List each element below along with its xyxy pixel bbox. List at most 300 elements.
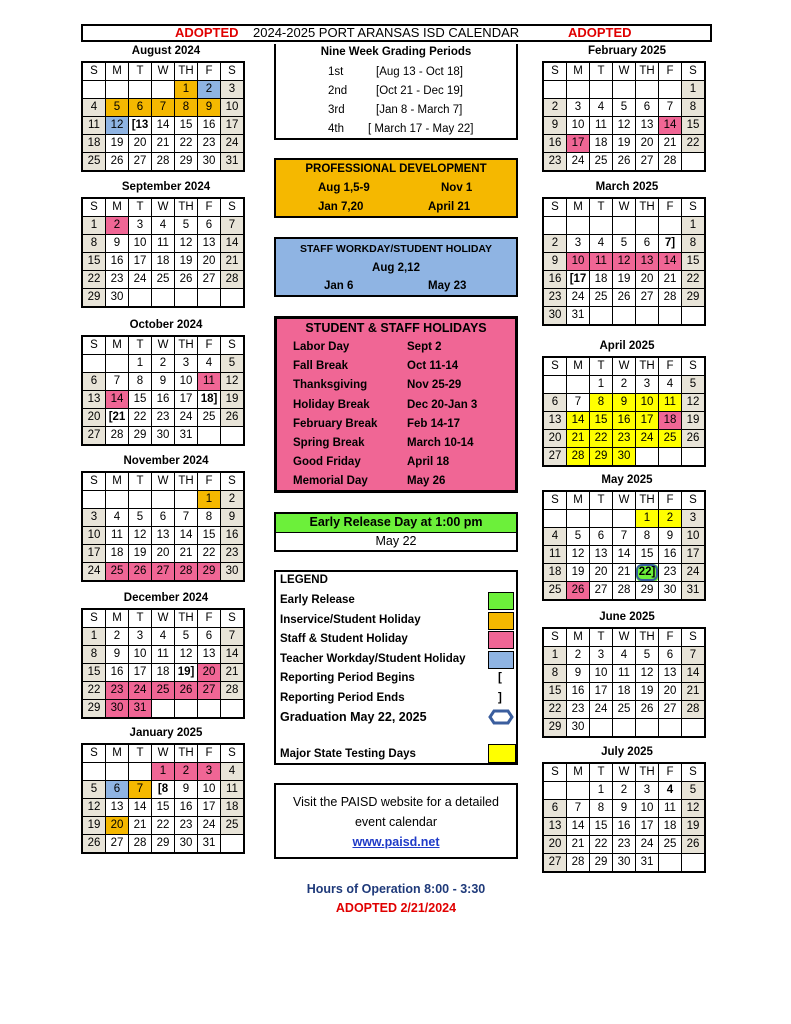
calendar-dec — [81, 608, 245, 719]
day-cell: 26 — [613, 289, 636, 307]
calendar-nov — [81, 471, 245, 582]
day-cell: 24 — [590, 701, 613, 719]
day-cell: [13 — [129, 117, 152, 135]
day-cell: 9 — [567, 665, 590, 683]
day-cell: 10 — [175, 373, 198, 391]
day-cell: 4 — [590, 235, 613, 253]
weekday-header: TH — [175, 609, 198, 628]
weekday-header: S — [82, 609, 106, 628]
weekday-header: S — [682, 357, 706, 376]
holiday-date: Nov 25-29 — [407, 379, 462, 392]
day-cell: 22 — [129, 409, 152, 427]
day-cell: 10 — [567, 253, 590, 271]
empty-day-cell — [106, 491, 129, 509]
calendar-oct — [81, 335, 245, 446]
day-cell: 6 — [636, 235, 659, 253]
day-cell: 4 — [82, 99, 106, 117]
weekday-header: S — [221, 62, 245, 81]
day-cell: 17 — [221, 117, 245, 135]
day-cell: 14 — [221, 646, 245, 664]
day-cell: 27 — [106, 835, 129, 854]
weekday-header: W — [152, 62, 175, 81]
day-cell: 4 — [152, 217, 175, 235]
day-cell: 19 — [613, 271, 636, 289]
day-cell: [21 — [106, 409, 129, 427]
weekday-header: M — [567, 763, 590, 782]
day-cell: 11 — [82, 117, 106, 135]
day-cell: 28 — [106, 427, 129, 446]
grading-label-2: 2nd — [328, 85, 348, 97]
weekday-header: T — [129, 336, 152, 355]
day-cell: 23 — [106, 682, 129, 700]
day-cell: 23 — [152, 409, 175, 427]
day-cell: 27 — [198, 682, 221, 700]
day-cell: 18 — [659, 412, 682, 430]
day-cell: 28 — [659, 289, 682, 307]
weekday-header: M — [567, 62, 590, 81]
day-cell: 17 — [636, 818, 659, 836]
prof-dev-date-2: Nov 1 — [441, 182, 473, 194]
month-title-may: May 2025 — [601, 474, 653, 486]
day-cell: 14 — [221, 235, 245, 253]
day-cell: 19 — [682, 818, 706, 836]
empty-day-cell — [636, 448, 659, 467]
day-cell: 9 — [152, 373, 175, 391]
day-cell: 31 — [129, 700, 152, 719]
weekday-header: T — [590, 628, 613, 647]
weekday-header: T — [590, 198, 613, 217]
legend-symbol: ] — [498, 691, 502, 704]
day-cell: 16 — [659, 546, 682, 564]
day-cell: 10 — [636, 800, 659, 818]
day-cell: 21 — [175, 545, 198, 563]
day-cell: 13 — [543, 818, 567, 836]
early-release-box — [274, 512, 518, 552]
empty-day-cell — [175, 491, 198, 509]
day-cell: 29 — [152, 835, 175, 854]
day-cell: 10 — [82, 527, 106, 545]
day-cell: 8 — [543, 665, 567, 683]
day-cell: 6 — [659, 647, 682, 665]
day-cell: 24 — [567, 153, 590, 172]
adopted-left: ADOPTED — [175, 25, 239, 40]
holiday-name: Labor Day — [293, 341, 350, 353]
weekday-header: T — [129, 472, 152, 491]
grading-label-3: 3rd — [328, 104, 345, 116]
early-release-title: Early Release Day at 1:00 pm — [309, 515, 483, 529]
day-cell: 28 — [175, 563, 198, 582]
day-cell: 11 — [659, 800, 682, 818]
day-cell: 31 — [682, 582, 706, 601]
calendar-apr — [542, 356, 706, 467]
day-cell: 10 — [590, 665, 613, 683]
weekday-header: W — [613, 763, 636, 782]
day-cell: 22 — [198, 545, 221, 563]
day-cell: 11 — [221, 781, 245, 799]
day-cell: 23 — [613, 430, 636, 448]
day-cell: 5 — [82, 781, 106, 799]
weekday-header: W — [152, 336, 175, 355]
month-title-apr: April 2025 — [599, 340, 655, 352]
grading-range-4: [ March 17 - May 22] — [368, 123, 474, 135]
calendar-aug — [81, 61, 245, 172]
weekday-header: S — [221, 744, 245, 763]
day-cell: 31 — [636, 854, 659, 873]
empty-day-cell — [106, 763, 129, 781]
weekday-header: F — [198, 609, 221, 628]
holidays-box — [274, 316, 518, 493]
day-cell: 1 — [590, 782, 613, 800]
empty-day-cell — [152, 289, 175, 308]
day-cell: 4 — [221, 763, 245, 781]
empty-day-cell — [636, 217, 659, 235]
weekday-header: W — [613, 198, 636, 217]
day-cell: 4 — [198, 355, 221, 373]
day-cell: 23 — [175, 817, 198, 835]
month-title-feb: February 2025 — [588, 45, 666, 57]
day-cell: 13 — [590, 546, 613, 564]
day-cell: 30 — [543, 307, 567, 326]
day-cell: 4 — [152, 628, 175, 646]
day-cell: 2 — [152, 355, 175, 373]
weekday-header: S — [82, 472, 106, 491]
weekday-header: W — [613, 357, 636, 376]
weekday-header: M — [567, 357, 590, 376]
early-release-header — [276, 514, 516, 533]
weekday-header: F — [659, 357, 682, 376]
grading-range-2: [Oct 21 - Dec 19] — [376, 85, 463, 97]
day-cell: 21 — [567, 430, 590, 448]
website-box — [274, 783, 518, 859]
weekday-header: M — [106, 609, 129, 628]
day-cell: 22 — [175, 135, 198, 153]
day-cell: 20 — [152, 545, 175, 563]
day-cell: 22 — [152, 817, 175, 835]
day-cell: 19 — [175, 253, 198, 271]
weekday-header: T — [590, 763, 613, 782]
day-cell: 17 — [590, 683, 613, 701]
day-cell: 23 — [106, 271, 129, 289]
day-cell: 15 — [682, 117, 706, 135]
day-cell: 18 — [590, 135, 613, 153]
day-cell: 28 — [613, 582, 636, 601]
day-cell: 17 — [129, 253, 152, 271]
day-cell: 10 — [682, 528, 706, 546]
holiday-name: Holiday Break — [293, 398, 370, 411]
day-cell: 21 — [221, 253, 245, 271]
day-cell: 25 — [590, 289, 613, 307]
day-cell: 26 — [682, 836, 706, 854]
empty-day-cell — [221, 700, 245, 719]
day-cell: 25 — [198, 409, 221, 427]
day-cell: 23 — [659, 564, 682, 582]
weekday-header: M — [106, 472, 129, 491]
grading-label-4: 4th — [328, 123, 344, 135]
day-cell: 24 — [129, 682, 152, 700]
holidays-title: STUDENT & STAFF HOLIDAYS — [305, 321, 487, 335]
weekday-header: TH — [636, 198, 659, 217]
weekday-header: T — [590, 357, 613, 376]
weekday-header: M — [567, 198, 590, 217]
day-cell: 13 — [636, 117, 659, 135]
month-title-jul: July 2025 — [601, 746, 653, 758]
day-cell: 14 — [567, 818, 590, 836]
day-cell: 26 — [221, 409, 245, 427]
day-cell: 10 — [198, 781, 221, 799]
weekday-header: S — [682, 198, 706, 217]
day-cell: 7 — [221, 628, 245, 646]
day-cell: 2 — [567, 647, 590, 665]
holiday-name: Spring Break — [293, 437, 365, 449]
day-cell: 14 — [175, 527, 198, 545]
empty-day-cell — [590, 307, 613, 326]
grading-range-1: [Aug 13 - Oct 18] — [376, 66, 463, 78]
day-cell: 31 — [198, 835, 221, 854]
testing-label: Major State Testing Days — [280, 748, 416, 760]
day-cell: 22 — [82, 682, 106, 700]
day-cell: 9 — [613, 800, 636, 818]
day-cell: 30 — [198, 153, 221, 172]
empty-day-cell — [659, 217, 682, 235]
day-cell: 20 — [590, 564, 613, 582]
day-cell: 19 — [82, 817, 106, 835]
empty-day-cell — [636, 719, 659, 738]
day-cell: 11 — [590, 117, 613, 135]
day-cell: 4 — [659, 376, 682, 394]
day-cell: 1 — [129, 355, 152, 373]
day-cell: 17 — [129, 664, 152, 682]
day-cell: 11 — [152, 646, 175, 664]
month-title-sep: September 2024 — [121, 181, 211, 193]
day-cell: 17 — [636, 412, 659, 430]
weekday-header: T — [129, 609, 152, 628]
day-cell: 16 — [106, 664, 129, 682]
day-cell: 1 — [636, 510, 659, 528]
day-cell: 27 — [543, 854, 567, 873]
day-cell: 15 — [129, 391, 152, 409]
day-cell: 23 — [198, 135, 221, 153]
day-cell: 9 — [106, 646, 129, 664]
day-cell: 1 — [82, 217, 106, 235]
weekday-header: T — [129, 744, 152, 763]
empty-day-cell — [567, 782, 590, 800]
empty-day-cell — [636, 81, 659, 99]
weekday-header: S — [221, 336, 245, 355]
weekday-header: S — [682, 62, 706, 81]
day-cell: 16 — [613, 818, 636, 836]
empty-day-cell — [82, 355, 106, 373]
day-cell: 17 — [682, 546, 706, 564]
empty-day-cell — [543, 217, 567, 235]
day-cell: 25 — [659, 430, 682, 448]
day-cell: 8 — [636, 528, 659, 546]
day-cell: 16 — [543, 135, 567, 153]
empty-day-cell — [590, 719, 613, 738]
testing-swatch — [488, 744, 516, 763]
day-cell: 18] — [198, 391, 221, 409]
staff-workday-date-1: Aug 2,12 — [372, 262, 420, 274]
weekday-header: W — [152, 472, 175, 491]
day-cell: 15 — [590, 412, 613, 430]
holiday-name: Good Friday — [293, 456, 361, 469]
day-cell: 14 — [567, 412, 590, 430]
day-cell: 13 — [198, 235, 221, 253]
legend-label: Teacher Workday/Student Holiday — [280, 652, 466, 665]
day-cell: 25 — [152, 682, 175, 700]
day-cell: 30 — [613, 854, 636, 873]
day-cell: 17 — [567, 135, 590, 153]
day-cell: 5 — [682, 376, 706, 394]
day-cell: 14 — [613, 546, 636, 564]
empty-day-cell — [682, 153, 706, 172]
legend-symbol: [ — [498, 672, 502, 684]
day-cell: 10 — [636, 394, 659, 412]
day-cell: 9 — [543, 117, 567, 135]
day-cell: 29 — [129, 427, 152, 446]
weekday-header: T — [590, 491, 613, 510]
day-cell: 7 — [152, 99, 175, 117]
day-cell: 9 — [613, 394, 636, 412]
day-cell: 6 — [129, 99, 152, 117]
day-cell: 13 — [659, 665, 682, 683]
day-cell: 29 — [590, 854, 613, 873]
prof-dev-date-3: Jan 7,20 — [318, 201, 364, 213]
day-cell: 26 — [129, 563, 152, 582]
prof-dev-title: PROFESSIONAL DEVELOPMENT — [305, 163, 487, 175]
day-cell: 28 — [152, 153, 175, 172]
weekday-header: S — [82, 62, 106, 81]
empty-day-cell — [613, 719, 636, 738]
weekday-header: TH — [175, 472, 198, 491]
empty-day-cell — [590, 510, 613, 528]
day-cell: 6 — [106, 781, 129, 799]
day-cell: 15 — [198, 527, 221, 545]
weekday-header: S — [543, 763, 567, 782]
adopted-date: ADOPTED 2/21/2024 — [335, 901, 457, 915]
weekday-header: S — [543, 62, 567, 81]
day-cell: 25 — [106, 563, 129, 582]
day-cell: 15 — [590, 818, 613, 836]
holiday-date: Feb 14-17 — [407, 417, 461, 430]
weekday-header: S — [682, 491, 706, 510]
day-cell: 27 — [636, 289, 659, 307]
day-cell: 10 — [129, 646, 152, 664]
website-link[interactable]: www.paisd.net — [352, 835, 440, 849]
legend-swatch — [488, 592, 514, 610]
calendar-feb — [542, 61, 706, 172]
empty-day-cell — [567, 217, 590, 235]
day-cell: 3 — [590, 647, 613, 665]
weekday-header: T — [129, 62, 152, 81]
day-cell: 11 — [152, 235, 175, 253]
weekday-header: TH — [175, 62, 198, 81]
day-cell: 26 — [82, 835, 106, 854]
day-cell: 1 — [198, 491, 221, 509]
day-cell: 27 — [152, 563, 175, 582]
day-cell: 8 — [590, 394, 613, 412]
day-cell: 24 — [221, 135, 245, 153]
day-cell: 14 — [682, 665, 706, 683]
day-cell: 6 — [198, 628, 221, 646]
day-cell: 22 — [82, 271, 106, 289]
day-cell: 11 — [198, 373, 221, 391]
weekday-header: S — [82, 744, 106, 763]
day-cell: 8 — [129, 373, 152, 391]
day-cell: 13 — [152, 527, 175, 545]
legend-swatch — [488, 612, 514, 630]
weekday-header: S — [221, 198, 245, 217]
empty-day-cell — [106, 81, 129, 99]
day-cell: 4 — [106, 509, 129, 527]
weekday-header: W — [613, 62, 636, 81]
day-cell: 8 — [82, 646, 106, 664]
day-cell: 13 — [198, 646, 221, 664]
weekday-header: W — [613, 628, 636, 647]
day-cell: 29 — [590, 448, 613, 467]
day-cell: 18 — [590, 271, 613, 289]
day-cell: 10 — [129, 235, 152, 253]
weekday-header: TH — [175, 198, 198, 217]
day-cell: 18 — [152, 253, 175, 271]
graduation-label: Graduation May 22, 2025 — [280, 710, 427, 724]
holiday-name: Thanksgiving — [293, 379, 368, 392]
day-cell: 2 — [613, 782, 636, 800]
day-cell: 23 — [221, 545, 245, 563]
weekday-header: W — [152, 198, 175, 217]
empty-day-cell — [567, 510, 590, 528]
month-title-nov: November 2024 — [123, 455, 209, 467]
day-cell: 9 — [659, 528, 682, 546]
day-cell: 25 — [152, 271, 175, 289]
day-cell: 27 — [543, 448, 567, 467]
weekday-header: F — [659, 628, 682, 647]
day-cell: 13 — [636, 253, 659, 271]
day-cell: 30 — [659, 582, 682, 601]
holiday-date: April 18 — [407, 456, 450, 469]
calendar-jun — [542, 627, 706, 738]
empty-day-cell — [198, 700, 221, 719]
day-cell: 21 — [221, 664, 245, 682]
day-cell: 27 — [82, 427, 106, 446]
day-cell: 11 — [590, 253, 613, 271]
empty-day-cell — [129, 763, 152, 781]
day-cell: 23 — [567, 701, 590, 719]
day-cell: 30 — [567, 719, 590, 738]
weekday-header: W — [613, 491, 636, 510]
day-cell: 24 — [682, 564, 706, 582]
day-cell: 6 — [543, 394, 567, 412]
legend-box — [274, 570, 518, 765]
day-cell: 21 — [682, 683, 706, 701]
day-cell: 4 — [590, 99, 613, 117]
day-cell: 3 — [636, 782, 659, 800]
page-title: 2024-2025 PORT ARANSAS ISD CALENDAR — [253, 25, 520, 40]
weekday-header: T — [129, 198, 152, 217]
empty-day-cell — [221, 427, 245, 446]
day-cell: 6 — [198, 217, 221, 235]
empty-day-cell — [82, 763, 106, 781]
weekday-header: S — [543, 198, 567, 217]
day-cell: 8 — [175, 99, 198, 117]
day-cell: 9 — [221, 509, 245, 527]
holiday-name: February Break — [293, 417, 378, 430]
day-cell: 15 — [82, 253, 106, 271]
empty-day-cell — [682, 307, 706, 326]
day-cell: 13 — [82, 391, 106, 409]
day-cell: 17 — [82, 545, 106, 563]
weekday-header: TH — [636, 357, 659, 376]
day-cell: 15 — [175, 117, 198, 135]
